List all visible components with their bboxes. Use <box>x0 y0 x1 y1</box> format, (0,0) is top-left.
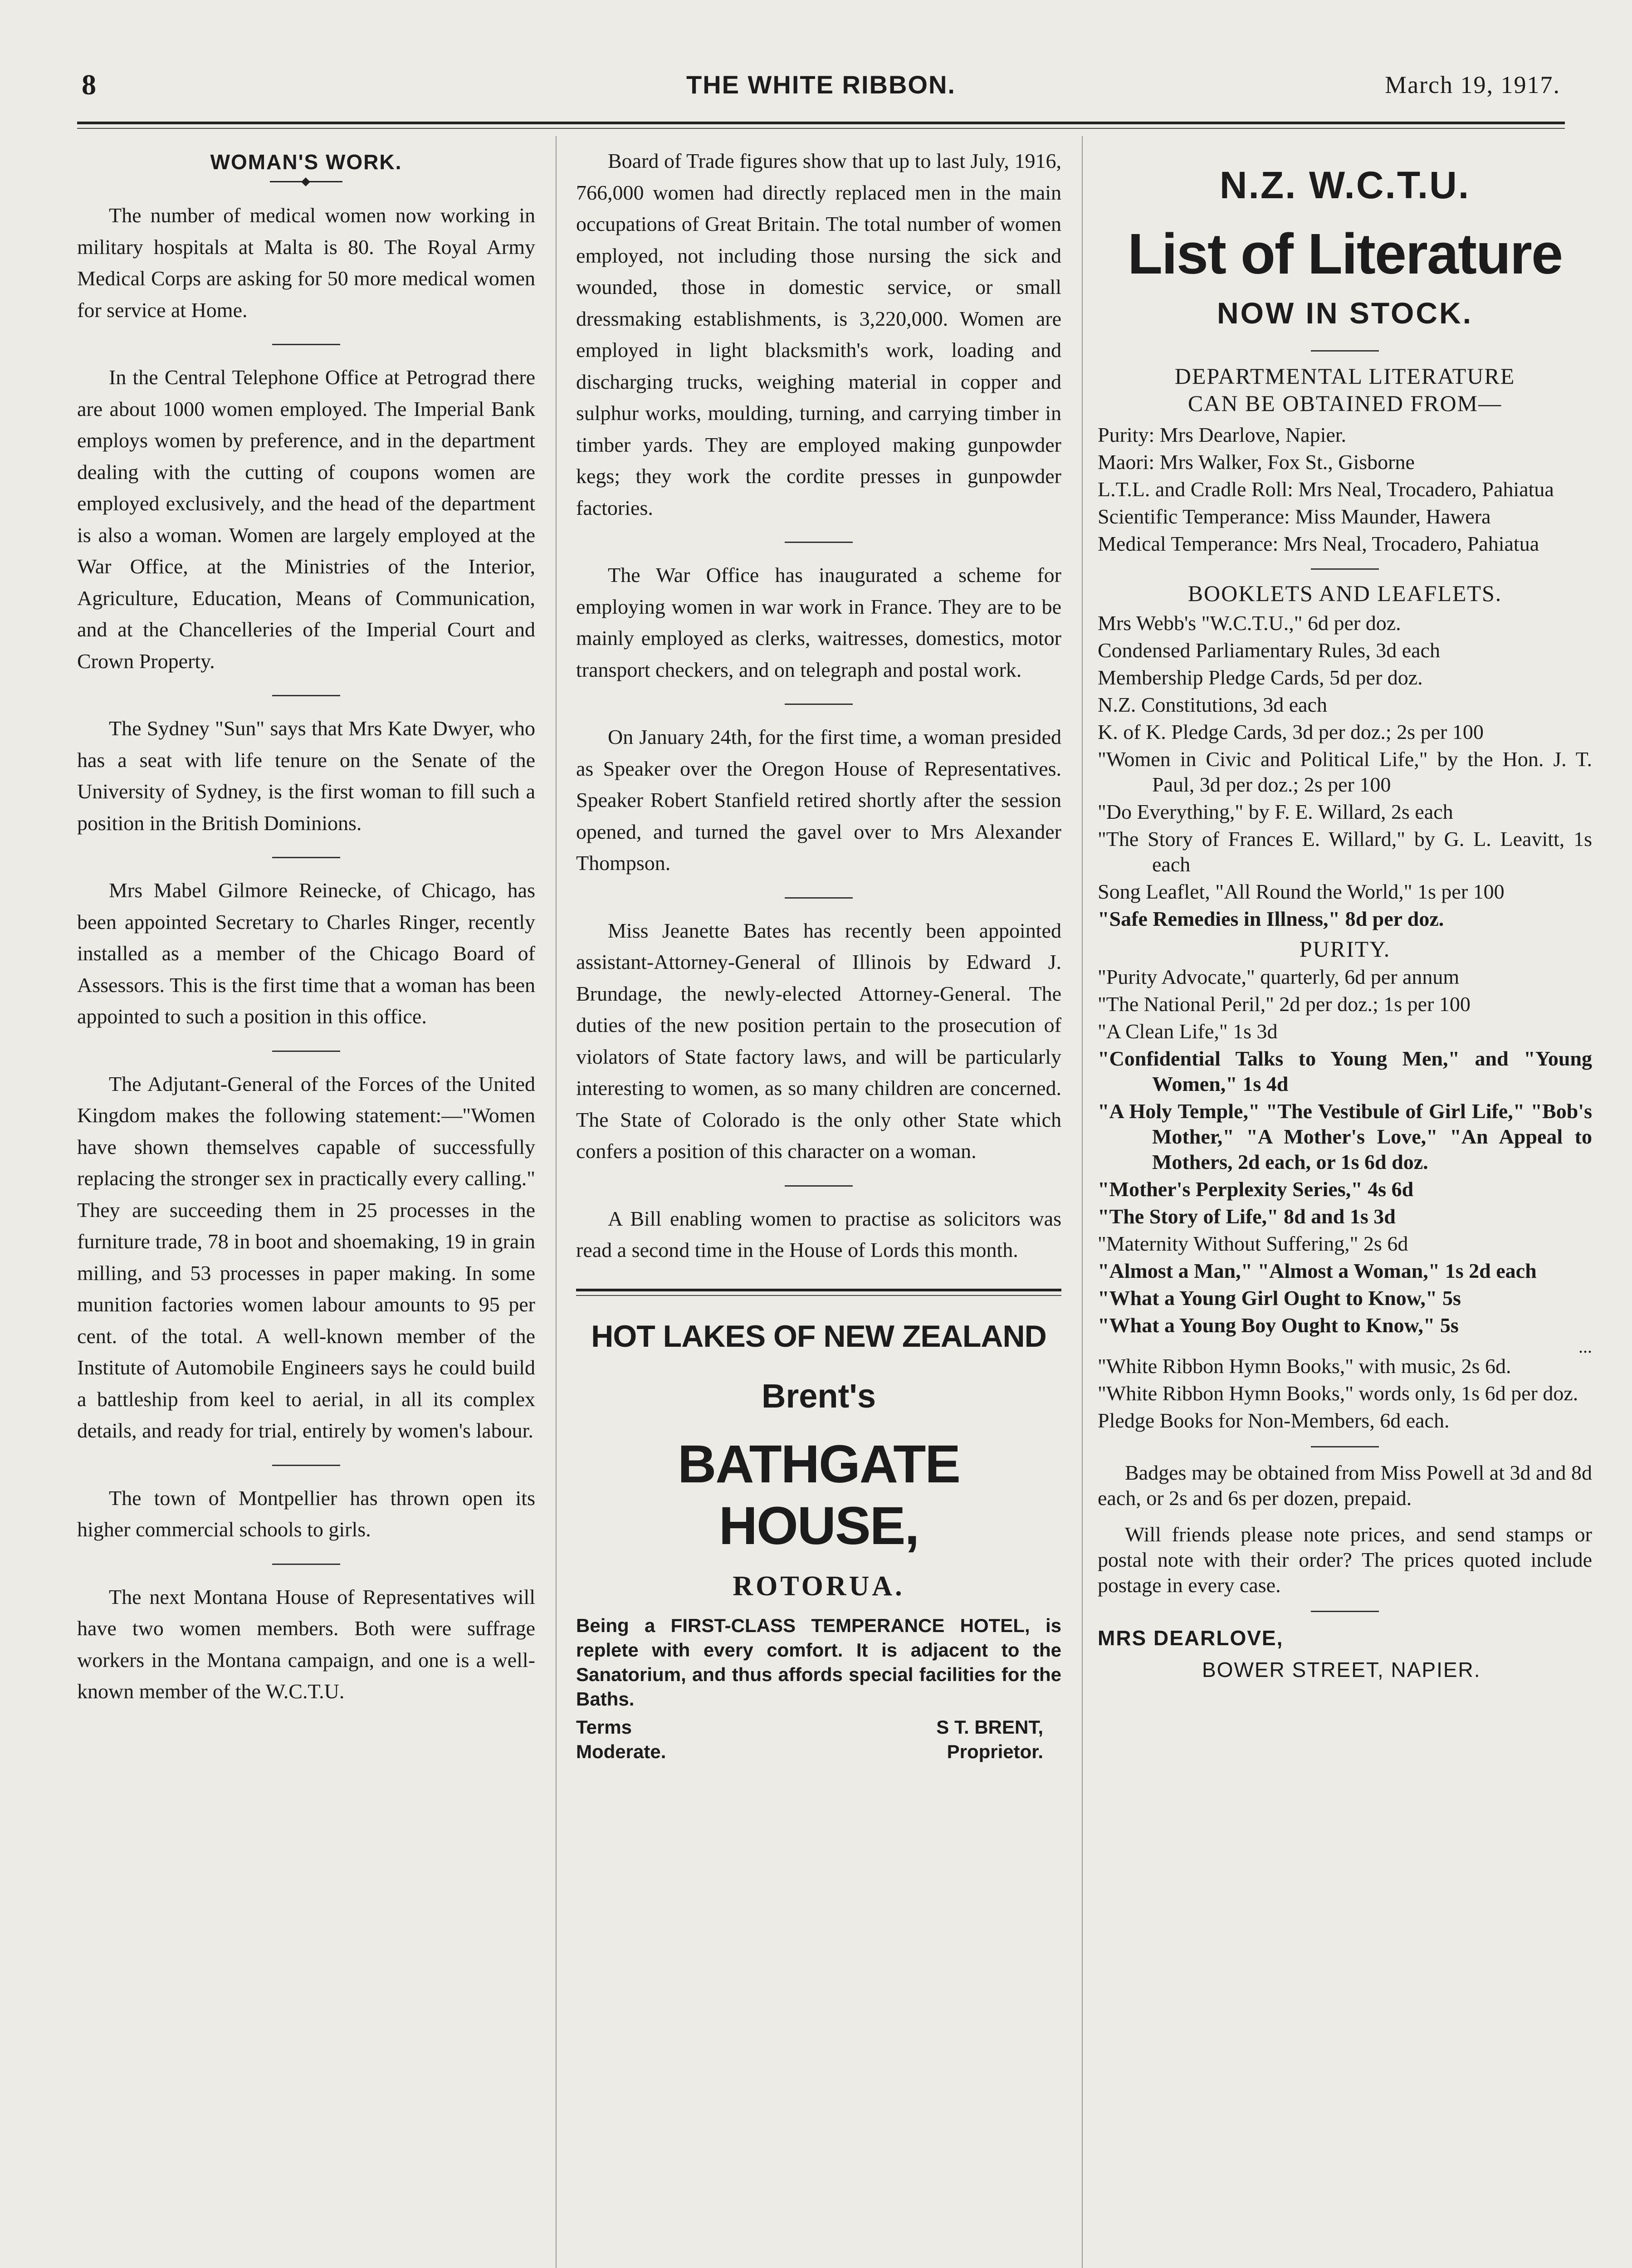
purity-heading: PURITY. <box>1299 936 1391 962</box>
column-news <box>576 145 1061 1765</box>
purity-item: "What a Young Boy Ought to Know," 5s <box>1098 1314 1459 1337</box>
separator <box>272 344 340 345</box>
article-paragraph: The War Office has inaugurated a scheme for employing women in war work in France. They are to be mainly employed as clerks, waitresses, domestics, motor transport checkers, and on telegraph and postal work. <box>576 563 1061 681</box>
publication-title: THE WHITE RIBBON. <box>686 70 956 99</box>
booklet-item: "Women in Civic and Political Life," by the Hon. J. T. Paul, 3d per doz.; 2s per 100 <box>1098 748 1592 796</box>
section-title: WOMAN'S WORK. <box>210 150 402 174</box>
separator <box>785 542 853 543</box>
booklet-item: "The Story of Frances E. Willard," by G. L. Leavitt, 1s each <box>1098 827 1592 876</box>
separator <box>272 1564 340 1565</box>
booklet-item: "Safe Remedies in Illness," 8d per doz. <box>1098 907 1444 930</box>
separator <box>785 1185 853 1187</box>
booklet-item: K. of K. Pledge Cards, 3d per doz.; 2s per 100 <box>1098 720 1484 743</box>
ad-rule <box>576 1289 1061 1291</box>
ad-headline: HOT LAKES OF NEW ZEALAND <box>591 1319 1046 1354</box>
purity-item: "What a Young Girl Ought to Know," 5s <box>1098 1286 1461 1310</box>
purity-item: "Almost a Man," "Almost a Woman," 1s 2d each <box>1098 1259 1537 1282</box>
ad-town: ROTORUA. <box>733 1570 905 1602</box>
separator <box>1311 1446 1379 1447</box>
booklet-item: Membership Pledge Cards, 5d per doz. <box>1098 666 1423 689</box>
dept-item: L.T.L. and Cradle Roll: Mrs Neal, Trocadero, Pahiatua <box>1098 478 1554 501</box>
article-paragraph: Miss Jeanette Bates has recently been appointed assistant-Attorney-General of Illinois by Edward J. Brundage, the newly-elected Attorney-General. The duties of the new position pertain to the prosecution of violators of State factory laws, and will be particularly interesting to women, as so many children are concerned. The State of Colorado is the only other State which confers a position of this character on a woman. <box>576 919 1061 1163</box>
column-divider-2 <box>1082 136 1083 2268</box>
article-paragraph: The town of Montpellier has thrown open its higher commercial schools to girls. <box>77 1486 535 1541</box>
dept-heading: CAN BE OBTAINED FROM— <box>1187 391 1502 416</box>
separator <box>1311 350 1379 352</box>
signature-address: BOWER STREET, NAPIER. <box>1202 1658 1481 1681</box>
hymn-item: "White Ribbon Hymn Books," words only, 1s 6d per doz. <box>1098 1382 1578 1405</box>
article-paragraph: The next Montana House of Representatives will have two women members. Both were suffrage workers in the Montana campaign, and one is a well-known member of the W.C.T.U. <box>77 1585 535 1703</box>
article-paragraph: Mrs Mabel Gilmore Reinecke, of Chicago, has been appointed Secretary to Charles Ringer, recently installed as a member of the Chicago Board of Assessors. This is the first time that a woman has been appointed to such a position in this office. <box>77 879 535 1028</box>
separator <box>785 897 853 899</box>
dept-item: Medical Temperance: Mrs Neal, Trocadero, Pahiatua <box>1098 532 1539 555</box>
signature-name: MRS DEARLOVE, <box>1098 1626 1284 1650</box>
article-paragraph: The number of medical women now working in military hospitals at Malta is 80. The Royal Army Medical Corps are asking for 50 more medical women for service at Home. <box>77 204 535 322</box>
ad-proprietor-title: Proprietor. <box>947 1740 1043 1762</box>
separator <box>785 704 853 705</box>
ellipsis: ... <box>1578 1336 1592 1357</box>
article-paragraph: On January 24th, for the first time, a woman presided as Speaker over the Oregon House of Representatives. Speaker Robert Stanfield retired shortly after the session opened, and turned the gavel over to Mrs Alexander Thompson. <box>576 725 1061 875</box>
article-paragraph: A Bill enabling women to practise as solicitors was read a second time in the House of Lords this month. <box>576 1207 1061 1261</box>
purity-item: "The Story of Life," 8d and 1s 3d <box>1098 1205 1396 1228</box>
header-rule <box>77 122 1565 124</box>
ad-footer <box>576 1715 1061 1765</box>
ad-terms-line: Terms <box>576 1716 632 1738</box>
purity-item: "A Clean Life," 1s 3d <box>1098 1020 1278 1043</box>
dept-item: Scientific Temperance: Miss Maunder, Hawera <box>1098 505 1491 528</box>
column-divider-1 <box>556 136 557 2268</box>
literature-subtitle: NOW IN STOCK. <box>1217 296 1473 330</box>
separator <box>272 1051 340 1052</box>
dept-item: Maori: Mrs Walker, Fox St., Gisborne <box>1098 450 1415 474</box>
ad-terms <box>576 1715 666 1764</box>
booklet-item: "Do Everything," by F. E. Willard, 2s each <box>1098 800 1453 823</box>
hotel-advertisement <box>576 1289 1061 1765</box>
header-rule-thin <box>77 128 1565 129</box>
organization-name: N.Z. W.C.T.U. <box>1219 164 1471 206</box>
booklet-item: Condensed Parliamentary Rules, 3d each <box>1098 639 1440 662</box>
booklet-item: Mrs Webb's "W.C.T.U.," 6d per doz. <box>1098 611 1401 635</box>
dept-heading: DEPARTMENTAL LITERATURE <box>1174 363 1515 389</box>
article-paragraph: Board of Trade figures show that up to last July, 1916, 766,000 women had directly replaced men in the main occupations of Great Britain. The total number of women employed, not including those nursing the sick and wounded, those in domestic service, or small dressmaking establishments, is 3,220,000. Women are employed in light blacksmith's work, loading and discharging trucks, weighing material in copper and sulphur works, moulding, turning, and carrying timber in timber yards. They are employed making gunpowder kegs; they work the cordite presses in gunpowder factories. <box>576 149 1061 519</box>
booklet-item: Song Leaflet, "All Round the World," 1s per 100 <box>1098 880 1505 903</box>
separator <box>1311 1611 1379 1612</box>
separator <box>272 857 340 858</box>
separator <box>272 695 340 696</box>
page-header <box>82 68 1560 127</box>
separator <box>1311 568 1379 570</box>
purity-item: "A Holy Temple," "The Vestibule of Girl Life," "Bob's Mother," "A Mother's Love," "An Appeal to Mothers, 2d each, or 1s 6d doz. <box>1098 1100 1592 1173</box>
dept-item: Purity: Mrs Dearlove, Napier. <box>1098 423 1347 446</box>
page-number: 8 <box>82 68 96 101</box>
article-paragraph: The Adjutant-General of the Forces of the United Kingdom makes the following statement:—"Women have shown themselves capable of successfully replacing the stronger sex in practically every calling." They are succeeding them in 25 processes in the furniture trade, 78 in boot and shoemaking, 19 in grain milling, and 53 processes in paper making. In some munition factories women labour amounts to 95 per cent. of the total. A well-known member of the Institute of Automobile Engineers says he could build a battleship from keel to aerial, in all its complex details, and ready for trial, entirely by women's labour. <box>77 1072 535 1442</box>
article-paragraph: In the Central Telephone Office at Petrograd there are about 1000 women employed. The Imperial Bank employs women by preference, and in the department dealing with the cutting of coupons women are employed exclusively, and the head of the department is also a woman. Women are largely employed at the War Office, at the Ministries of the Interior, Agriculture, Education, Means of Communication, and at the Chancelleries of the Imperial Court and Crown Property. <box>77 366 535 673</box>
booklets-heading: BOOKLETS AND LEAFLETS. <box>1187 581 1502 606</box>
ad-proprietor <box>936 1715 1043 1764</box>
column-womans-work <box>77 145 535 1707</box>
hymn-item: Pledge Books for Non-Members, 6d each. <box>1098 1409 1450 1432</box>
ad-body: Being a FIRST-CLASS TEMPERANCE HOTEL, is replete with every comfort. It is adjacent to the Sanatorium, and thus affords special facilities for the Baths. <box>576 1614 1061 1710</box>
hymn-item: "White Ribbon Hymn Books," with music, 2s 6d. <box>1098 1354 1511 1378</box>
ad-terms-line: Moderate. <box>576 1740 666 1762</box>
purity-item: "Maternity Without Suffering," 2s 6d <box>1098 1232 1408 1255</box>
separator <box>272 1465 340 1466</box>
ad-hotel-name: BATHGATE HOUSE, <box>678 1434 960 1556</box>
friends-note: Will friends please note prices, and send stamps or postal note with their order? The prices quoted include postage in every case. <box>1098 1523 1592 1597</box>
ad-owner: Brent's <box>762 1377 876 1415</box>
booklet-item: N.Z. Constitutions, 3d each <box>1098 693 1327 716</box>
purity-item: "Purity Advocate," quarterly, 6d per annum <box>1098 965 1460 988</box>
ornament-divider <box>270 179 342 184</box>
purity-item: "The National Peril," 2d per doz.; 1s per 100 <box>1098 992 1471 1016</box>
ad-proprietor-name: S T. BRENT, <box>936 1716 1043 1738</box>
purity-item: "Mother's Perplexity Series," 4s 6d <box>1098 1178 1414 1201</box>
column-literature-list <box>1098 145 1592 1682</box>
literature-title: List of Literature <box>1127 222 1563 286</box>
ad-rule-thin <box>576 1295 1061 1296</box>
purity-item: "Confidential Talks to Young Men," and "Young Women," 1s 4d <box>1098 1047 1592 1095</box>
article-paragraph: The Sydney "Sun" says that Mrs Kate Dwyer, who has a seat with life tenure on the Senate of the University of Sydney, is the first woman to fill such a position in the British Dominions. <box>77 717 535 835</box>
badges-note: Badges may be obtained from Miss Powell at 3d and 8d each, or 2s and 6s per dozen, prepaid. <box>1098 1461 1592 1510</box>
issue-date: March 19, 1917. <box>1385 71 1560 98</box>
